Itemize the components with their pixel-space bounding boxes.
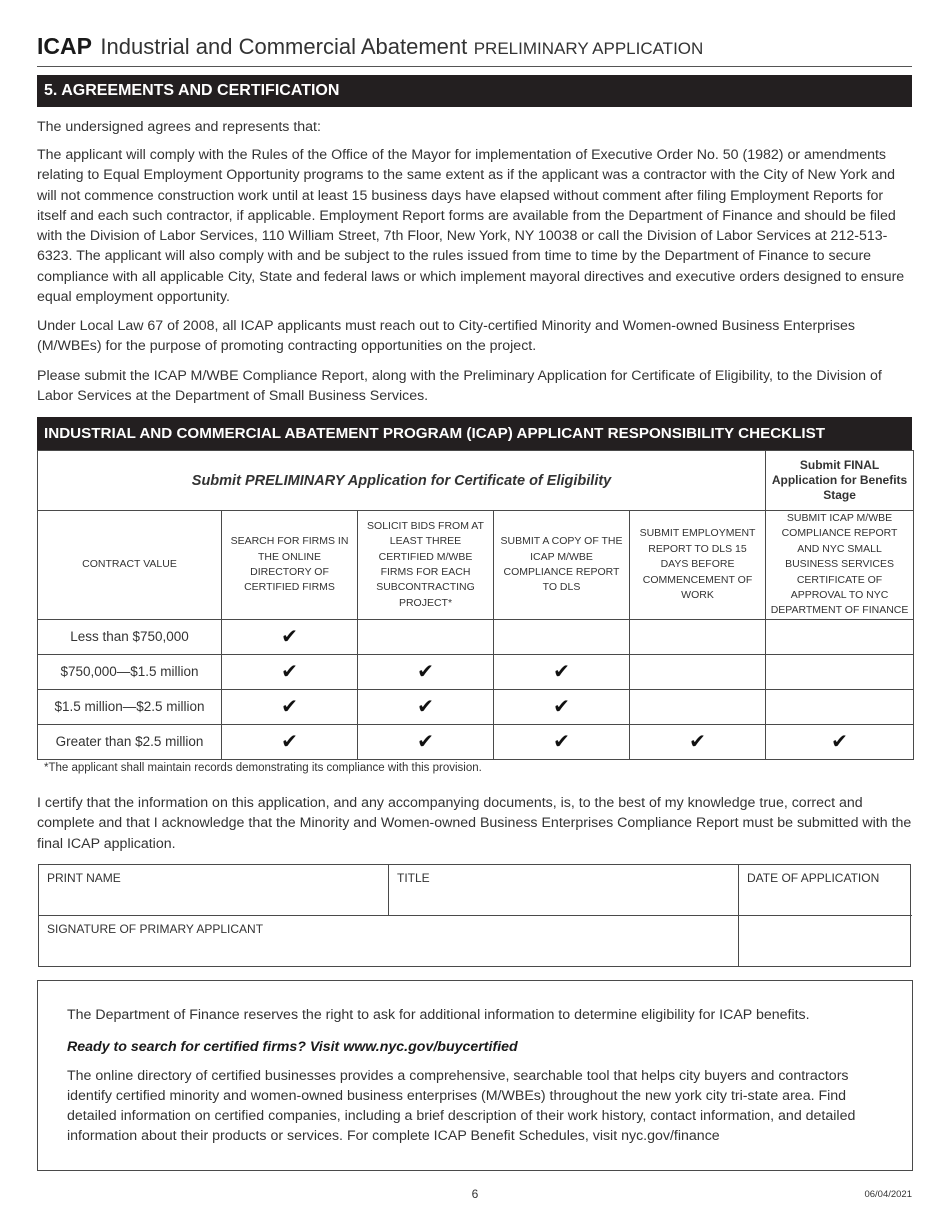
- revision-date: 06/04/2021: [864, 1189, 912, 1200]
- signature-field[interactable]: [39, 916, 739, 967]
- print-name-field[interactable]: [39, 865, 389, 916]
- checkmark-icon: ✔: [417, 731, 434, 754]
- check-cell: [494, 689, 630, 724]
- brand-name: ICAP: [37, 33, 92, 59]
- local-law-paragraph: Under Local Law 67 of 2008, all ICAP applicants must reach out to City-certified Minority and Women-owned Business Enterprises (M/WBEs) for the purpose of promoting contracting opportunities on the project.: [37, 318, 856, 355]
- check-cell: [222, 654, 358, 689]
- table-row: [38, 689, 914, 724]
- submit-report-paragraph: Please submit the ICAP M/WBE Compliance Report, along with the Preliminary Application for Certificate of Eligibility, to the Division of Labor Services at the Department of Small Business Services.: [37, 368, 882, 405]
- date-of-application-field[interactable]: [739, 865, 912, 916]
- column-header: SUBMIT A COPY OF THE ICAP M/WBE COMPLIANCE REPORT TO DLS: [494, 511, 630, 620]
- table-row: [38, 724, 914, 759]
- column-header: SUBMIT ICAP M/WBE COMPLIANCE REPORT AND NYC SMALL BUSINESS SERVICES CERTIFICATE OF APPROVAL TO NYC DEPARTMENT OF FINANCE: [766, 511, 914, 620]
- checkmark-icon: ✔: [553, 731, 570, 754]
- buycertified-link-text: Ready to search for certified firms? Visit www.nyc.gov/buycertified: [67, 1039, 518, 1056]
- intro-text: The undersigned agrees and represents that:: [37, 119, 321, 135]
- info-box: [37, 980, 913, 1171]
- page-subtitle: PRELIMINARY APPLICATION: [473, 39, 704, 58]
- contract-value-cell: $1.5 million—$2.5 million: [38, 689, 222, 724]
- checkmark-icon: ✔: [281, 626, 298, 649]
- check-cell: [630, 689, 766, 724]
- column-headers: [38, 511, 914, 620]
- contract-value-cell: Greater than $2.5 million: [38, 724, 222, 759]
- check-cell: [630, 724, 766, 759]
- table-row: [38, 654, 914, 689]
- signature-box: [38, 864, 911, 967]
- check-cell: [358, 724, 494, 759]
- print-name-label: PRINT NAME: [47, 871, 121, 885]
- title-label: TITLE: [397, 871, 430, 885]
- check-cell: [358, 689, 494, 724]
- column-header: CONTRACT VALUE: [38, 511, 222, 620]
- check-cell: [766, 619, 914, 654]
- contract-value-cell: Less than $750,000: [38, 619, 222, 654]
- check-cell: [358, 619, 494, 654]
- column-header: SEARCH FOR FIRMS IN THE ONLINE DIRECTORY OF CERTIFIED FIRMS: [222, 511, 358, 620]
- checkmark-icon: ✔: [553, 696, 570, 719]
- title-field[interactable]: [389, 865, 739, 916]
- check-cell: [494, 619, 630, 654]
- checkmark-icon: ✔: [831, 731, 848, 754]
- checkmark-icon: ✔: [553, 661, 570, 684]
- page-title: Industrial and Commercial Abatement: [100, 34, 468, 59]
- signature-date-field[interactable]: [739, 916, 912, 967]
- checkmark-icon: ✔: [281, 696, 298, 719]
- check-cell: [494, 724, 630, 759]
- check-cell: [494, 654, 630, 689]
- responsibility-checklist-table: [37, 450, 914, 760]
- column-header: SUBMIT EMPLOYMENT REPORT TO DLS 15 DAYS BEFORE COMMENCEMENT OF WORK: [630, 511, 766, 620]
- check-cell: [766, 689, 914, 724]
- signature-label: SIGNATURE OF PRIMARY APPLICANT: [47, 922, 264, 936]
- check-cell: [358, 654, 494, 689]
- certification-text: I certify that the information on this application, and any accompanying documents, is, to the best of my knowledge true, correct and complete and that I acknowledge that the Minority and Women-owned Business Enterprises Compliance Report must be submitted with the final ICAP application.: [37, 795, 912, 852]
- contract-value-cell: $750,000—$1.5 million: [38, 654, 222, 689]
- page-header: [37, 30, 912, 67]
- checklist-footnote: *The applicant shall maintain records demonstrating its compliance with this provision.: [44, 762, 482, 774]
- table-row: [38, 619, 914, 654]
- section-heading: 5. AGREEMENTS AND CERTIFICATION: [37, 75, 912, 107]
- check-cell: [222, 724, 358, 759]
- checkmark-icon: ✔: [281, 731, 298, 754]
- date-of-application-label: DATE OF APPLICATION: [747, 871, 880, 885]
- directory-description: The online directory of certified businesses provides a comprehensive, searchable tool that helps city buyers and contractors identify certified minority and women-owned business enterprises (M/WBEs) throughout the new york city tri-state area. Find detailed information on certified companies, including a brief description of their work history, contact information, and detailed information about their products or services. For complete ICAP Benefit Schedules, visit nyc.gov/finance: [67, 1067, 856, 1145]
- checkmark-icon: ✔: [689, 731, 706, 754]
- check-cell: [766, 724, 914, 759]
- eeo-paragraph: The applicant will comply with the Rules of the Office of the Mayor for implementation of Executive Order No. 50 (1982) or amendments relating to Equal Employment Opportunity programs to the same extent as if the applicant was a contractor with the City of New York and will not commence construction work until at least 15 business days have elapsed without comment after filing Employment Reports for itself and each such contractor, if applicable. Employment Report forms are available from the Department of Finance and should be filed with the Division of Labor Services, 110 William Street, 7th Floor, New York, NY 10038 or call the Division of Labor Services at 212-513-6323. The applicant will also comply with and be subject to the rules issued from time to time by the Department of Finance to secure compliance with all applicable City, State and federal laws or which implement mayoral directives and executive orders designed to ensure equal employment opportunity.: [37, 147, 905, 306]
- check-cell: [630, 619, 766, 654]
- check-cell: [222, 619, 358, 654]
- checkmark-icon: ✔: [281, 661, 298, 684]
- check-cell: [630, 654, 766, 689]
- checkmark-icon: ✔: [417, 696, 434, 719]
- additional-info-text: The Department of Finance reserves the right to ask for additional information to determine eligibility for ICAP benefits.: [67, 1007, 810, 1023]
- final-stage-header: Submit FINAL Application for Benefits Stage: [766, 451, 914, 511]
- checkmark-icon: ✔: [417, 661, 434, 684]
- preliminary-stage-header: Submit PRELIMINARY Application for Certificate of Eligibility: [38, 451, 766, 511]
- checklist-heading: INDUSTRIAL AND COMMERCIAL ABATEMENT PROGRAM (ICAP) APPLICANT RESPONSIBILITY CHECKLIST: [37, 417, 912, 450]
- check-cell: [222, 689, 358, 724]
- column-header: SOLICIT BIDS FROM AT LEAST THREE CERTIFIED M/WBE FIRMS FOR EACH SUBCONTRACTING PROJECT*: [358, 511, 494, 620]
- page-number: 6: [471, 1187, 479, 1201]
- check-cell: [766, 654, 914, 689]
